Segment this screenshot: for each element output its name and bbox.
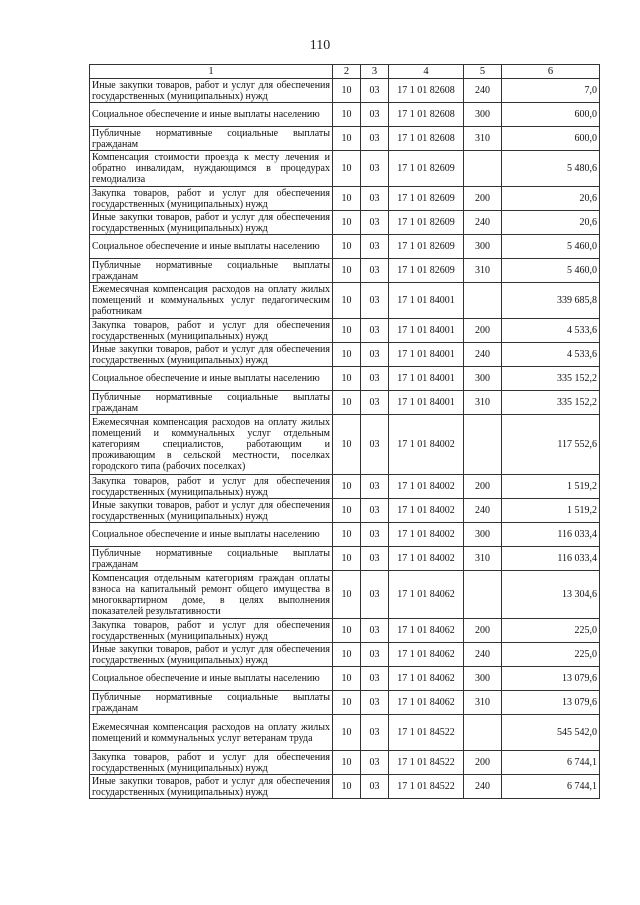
cell-amount: 339 685,8: [502, 283, 600, 319]
cell-section: 10: [333, 619, 361, 643]
cell-section: 10: [333, 283, 361, 319]
table-row: [90, 775, 600, 799]
table-row: [90, 343, 600, 367]
cell-amount: 6 744,1: [502, 775, 600, 799]
cell-target-code: 17 1 01 82609: [389, 235, 464, 259]
cell-name: Ежемесячная компенсация расходов на оплату жилых помещений и коммунальных услуг педагогическим работникам: [90, 283, 333, 319]
cell-target-code: 17 1 01 84002: [389, 415, 464, 475]
cell-subsection: 03: [361, 547, 389, 571]
cell-amount: 13 079,6: [502, 667, 600, 691]
cell-subsection: 03: [361, 619, 389, 643]
cell-section: 10: [333, 367, 361, 391]
cell-name: Закупка товаров, работ и услуг для обеспечения государственных (муниципальных) нужд: [90, 751, 333, 775]
cell-expense-type: 300: [464, 235, 502, 259]
cell-expense-type: 300: [464, 367, 502, 391]
cell-target-code: 17 1 01 84002: [389, 499, 464, 523]
cell-section: 10: [333, 319, 361, 343]
cell-amount: 1 519,2: [502, 475, 600, 499]
cell-expense-type: 200: [464, 619, 502, 643]
cell-subsection: 03: [361, 319, 389, 343]
cell-section: 10: [333, 211, 361, 235]
cell-target-code: 17 1 01 84002: [389, 523, 464, 547]
cell-name: Ежемесячная компенсация расходов на оплату жилых помещений и коммунальных услуг отдельным категориям специалистов, работающим и проживающим в сельской местности, поселках городского типа (рабочих поселках): [90, 415, 333, 475]
cell-target-code: 17 1 01 82609: [389, 259, 464, 283]
table-row: [90, 127, 600, 151]
cell-subsection: 03: [361, 499, 389, 523]
cell-name: Закупка товаров, работ и услуг для обеспечения государственных (муниципальных) нужд: [90, 319, 333, 343]
cell-name: Иные закупки товаров, работ и услуг для обеспечения государственных (муниципальных) нужд: [90, 211, 333, 235]
table-row: [90, 367, 600, 391]
table-header-row: [90, 65, 600, 79]
cell-section: 10: [333, 79, 361, 103]
cell-amount: 600,0: [502, 127, 600, 151]
table-row: [90, 499, 600, 523]
cell-name: Ежемесячная компенсация расходов на оплату жилых помещений и коммунальных услуг ветеранам труда: [90, 715, 333, 751]
cell-section: 10: [333, 259, 361, 283]
cell-subsection: 03: [361, 691, 389, 715]
cell-amount: 5 460,0: [502, 259, 600, 283]
cell-subsection: 03: [361, 79, 389, 103]
cell-amount: 117 552,6: [502, 415, 600, 475]
cell-subsection: 03: [361, 475, 389, 499]
table-row: [90, 151, 600, 187]
cell-section: 10: [333, 187, 361, 211]
cell-target-code: 17 1 01 84001: [389, 283, 464, 319]
cell-subsection: 03: [361, 415, 389, 475]
cell-section: 10: [333, 571, 361, 619]
cell-expense-type: [464, 571, 502, 619]
cell-name: Публичные нормативные социальные выплаты гражданам: [90, 691, 333, 715]
cell-expense-type: 240: [464, 343, 502, 367]
cell-section: 10: [333, 343, 361, 367]
cell-subsection: 03: [361, 715, 389, 751]
cell-section: 10: [333, 475, 361, 499]
cell-subsection: 03: [361, 523, 389, 547]
table-row: [90, 391, 600, 415]
cell-section: 10: [333, 775, 361, 799]
cell-name: Закупка товаров, работ и услуг для обеспечения государственных (муниципальных) нужд: [90, 187, 333, 211]
header-col-expense-type: 5: [464, 65, 502, 79]
cell-target-code: 17 1 01 82609: [389, 151, 464, 187]
table-row: [90, 523, 600, 547]
cell-target-code: 17 1 01 84062: [389, 667, 464, 691]
cell-amount: 4 533,6: [502, 319, 600, 343]
table-row: [90, 571, 600, 619]
cell-target-code: 17 1 01 82608: [389, 103, 464, 127]
cell-amount: 20,6: [502, 211, 600, 235]
cell-name: Иные закупки товаров, работ и услуг для обеспечения государственных (муниципальных) нужд: [90, 79, 333, 103]
cell-name: Иные закупки товаров, работ и услуг для обеспечения государственных (муниципальных) нужд: [90, 343, 333, 367]
table-row: [90, 415, 600, 475]
header-col-section: 2: [333, 65, 361, 79]
cell-target-code: 17 1 01 84002: [389, 547, 464, 571]
cell-target-code: 17 1 01 82608: [389, 79, 464, 103]
cell-amount: 13 304,6: [502, 571, 600, 619]
cell-name: Социальное обеспечение и иные выплаты населению: [90, 103, 333, 127]
cell-name: Социальное обеспечение и иные выплаты населению: [90, 667, 333, 691]
cell-amount: 116 033,4: [502, 547, 600, 571]
table-row: [90, 643, 600, 667]
cell-expense-type: 240: [464, 775, 502, 799]
cell-amount: 5 460,0: [502, 235, 600, 259]
cell-expense-type: [464, 283, 502, 319]
cell-expense-type: 200: [464, 319, 502, 343]
cell-name: Публичные нормативные социальные выплаты гражданам: [90, 127, 333, 151]
cell-amount: 225,0: [502, 643, 600, 667]
table-row: [90, 475, 600, 499]
cell-expense-type: 310: [464, 127, 502, 151]
cell-expense-type: [464, 151, 502, 187]
cell-subsection: 03: [361, 211, 389, 235]
cell-target-code: 17 1 01 82609: [389, 211, 464, 235]
cell-target-code: 17 1 01 84001: [389, 367, 464, 391]
cell-section: 10: [333, 235, 361, 259]
cell-expense-type: [464, 715, 502, 751]
header-col-subsection: 3: [361, 65, 389, 79]
cell-expense-type: 200: [464, 751, 502, 775]
table-row: [90, 79, 600, 103]
cell-subsection: 03: [361, 667, 389, 691]
cell-section: 10: [333, 151, 361, 187]
table-row: [90, 283, 600, 319]
cell-name: Публичные нормативные социальные выплаты гражданам: [90, 391, 333, 415]
cell-subsection: 03: [361, 571, 389, 619]
cell-expense-type: 240: [464, 499, 502, 523]
cell-subsection: 03: [361, 391, 389, 415]
cell-name: Иные закупки товаров, работ и услуг для обеспечения государственных (муниципальных) нужд: [90, 643, 333, 667]
table-row: [90, 667, 600, 691]
cell-subsection: 03: [361, 259, 389, 283]
cell-subsection: 03: [361, 235, 389, 259]
cell-section: 10: [333, 523, 361, 547]
cell-expense-type: 300: [464, 103, 502, 127]
cell-expense-type: 240: [464, 211, 502, 235]
table-row: [90, 751, 600, 775]
cell-section: 10: [333, 667, 361, 691]
cell-section: 10: [333, 751, 361, 775]
cell-subsection: 03: [361, 367, 389, 391]
cell-name: Социальное обеспечение и иные выплаты населению: [90, 367, 333, 391]
cell-expense-type: 240: [464, 79, 502, 103]
table-row: [90, 259, 600, 283]
table-row: [90, 211, 600, 235]
cell-expense-type: [464, 415, 502, 475]
cell-expense-type: 310: [464, 259, 502, 283]
cell-name: Иные закупки товаров, работ и услуг для обеспечения государственных (муниципальных) нужд: [90, 499, 333, 523]
cell-subsection: 03: [361, 751, 389, 775]
cell-target-code: 17 1 01 84522: [389, 751, 464, 775]
cell-section: 10: [333, 691, 361, 715]
cell-target-code: 17 1 01 84522: [389, 715, 464, 751]
cell-name: Компенсация отдельным категориям граждан оплаты взноса на капитальный ремонт общего имущества в многоквартирном доме, в целях выполнения показателей результативности: [90, 571, 333, 619]
table-row: [90, 715, 600, 751]
cell-subsection: 03: [361, 151, 389, 187]
cell-section: 10: [333, 103, 361, 127]
cell-target-code: 17 1 01 84001: [389, 391, 464, 415]
cell-name: Социальное обеспечение и иные выплаты населению: [90, 523, 333, 547]
cell-name: Социальное обеспечение и иные выплаты населению: [90, 235, 333, 259]
cell-target-code: 17 1 01 84062: [389, 691, 464, 715]
cell-name: Компенсация стоимости проезда к месту лечения и обратно инвалидам, нуждающимся в процедурах гемодиализа: [90, 151, 333, 187]
cell-subsection: 03: [361, 343, 389, 367]
cell-expense-type: 310: [464, 391, 502, 415]
cell-section: 10: [333, 547, 361, 571]
cell-expense-type: 200: [464, 187, 502, 211]
cell-target-code: 17 1 01 84062: [389, 619, 464, 643]
cell-subsection: 03: [361, 283, 389, 319]
cell-amount: 4 533,6: [502, 343, 600, 367]
cell-expense-type: 200: [464, 475, 502, 499]
cell-name: Иные закупки товаров, работ и услуг для обеспечения государственных (муниципальных) нужд: [90, 775, 333, 799]
cell-name: Публичные нормативные социальные выплаты гражданам: [90, 547, 333, 571]
cell-target-code: 17 1 01 84062: [389, 643, 464, 667]
cell-amount: 6 744,1: [502, 751, 600, 775]
cell-amount: 116 033,4: [502, 523, 600, 547]
header-col-target-code: 4: [389, 65, 464, 79]
cell-amount: 7,0: [502, 79, 600, 103]
cell-amount: 225,0: [502, 619, 600, 643]
cell-subsection: 03: [361, 643, 389, 667]
cell-name: Публичные нормативные социальные выплаты гражданам: [90, 259, 333, 283]
cell-target-code: 17 1 01 82608: [389, 127, 464, 151]
header-col-amount: 6: [502, 65, 600, 79]
cell-target-code: 17 1 01 84001: [389, 319, 464, 343]
cell-amount: 20,6: [502, 187, 600, 211]
table-row: [90, 547, 600, 571]
table-row: [90, 235, 600, 259]
budget-table: [89, 64, 600, 799]
cell-amount: 545 542,0: [502, 715, 600, 751]
table-row: [90, 187, 600, 211]
cell-section: 10: [333, 127, 361, 151]
table-row: [90, 103, 600, 127]
cell-amount: 1 519,2: [502, 499, 600, 523]
header-col-name: 1: [90, 65, 333, 79]
table-row: [90, 619, 600, 643]
cell-section: 10: [333, 415, 361, 475]
cell-subsection: 03: [361, 187, 389, 211]
cell-subsection: 03: [361, 103, 389, 127]
cell-amount: 600,0: [502, 103, 600, 127]
cell-name: Закупка товаров, работ и услуг для обеспечения государственных (муниципальных) нужд: [90, 475, 333, 499]
cell-expense-type: 300: [464, 523, 502, 547]
cell-section: 10: [333, 391, 361, 415]
page-number: 110: [309, 38, 331, 53]
cell-amount: 13 079,6: [502, 691, 600, 715]
cell-subsection: 03: [361, 127, 389, 151]
cell-amount: 335 152,2: [502, 367, 600, 391]
cell-amount: 335 152,2: [502, 391, 600, 415]
table-row: [90, 319, 600, 343]
cell-target-code: 17 1 01 84001: [389, 343, 464, 367]
cell-expense-type: 240: [464, 643, 502, 667]
cell-section: 10: [333, 499, 361, 523]
cell-target-code: 17 1 01 84002: [389, 475, 464, 499]
cell-name: Закупка товаров, работ и услуг для обеспечения государственных (муниципальных) нужд: [90, 619, 333, 643]
cell-expense-type: 300: [464, 667, 502, 691]
cell-section: 10: [333, 715, 361, 751]
cell-amount: 5 480,6: [502, 151, 600, 187]
cell-expense-type: 310: [464, 691, 502, 715]
table-row: [90, 691, 600, 715]
cell-target-code: 17 1 01 82609: [389, 187, 464, 211]
cell-target-code: 17 1 01 84062: [389, 571, 464, 619]
cell-section: 10: [333, 643, 361, 667]
cell-target-code: 17 1 01 84522: [389, 775, 464, 799]
cell-subsection: 03: [361, 775, 389, 799]
cell-expense-type: 310: [464, 547, 502, 571]
